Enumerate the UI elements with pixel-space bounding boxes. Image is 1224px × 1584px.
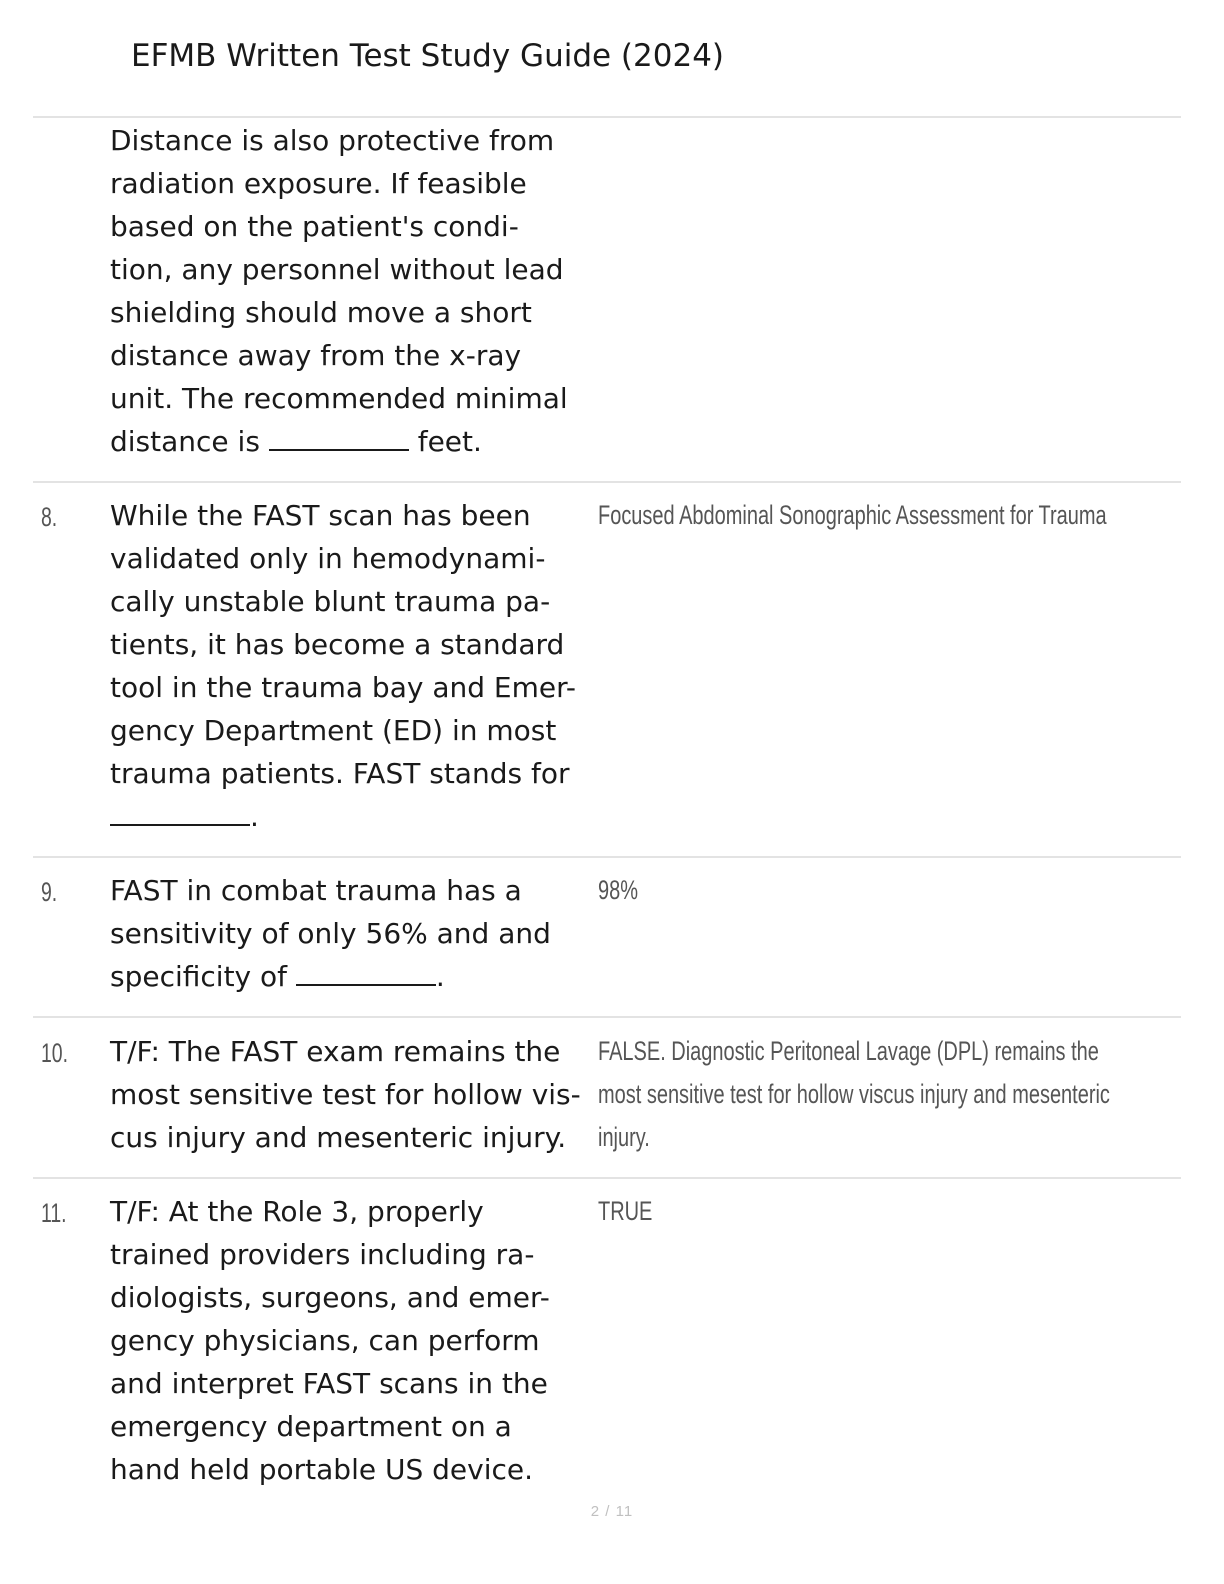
document-title: EFMB Written Test Study Guide (2024)	[131, 38, 725, 74]
divider	[33, 116, 1181, 118]
answer-blank	[296, 958, 436, 986]
answer-line: 98%	[598, 875, 638, 905]
question-line: gency Department (ED) in most	[110, 714, 557, 747]
question-text	[110, 1190, 596, 1491]
answer-line: FALSE. Diagnostic Peritoneal Lavage (DPL) remains the	[598, 1036, 1099, 1066]
question-line: radiation exposure. If feasible	[110, 167, 527, 200]
question-line: T/F: The FAST exam remains the	[110, 1035, 561, 1068]
answer-text	[598, 1190, 1198, 1233]
question-line: cally unstable blunt trauma pa-	[110, 585, 551, 618]
question-line: diologists, surgeons, and emer-	[110, 1281, 550, 1314]
divider	[33, 856, 1181, 858]
question-line: hand held portable US device.	[110, 1453, 534, 1486]
question-line: distance is feet.	[110, 425, 482, 458]
question-line: most sensitive test for hollow vis-	[110, 1078, 581, 1111]
answer-blank	[110, 798, 250, 826]
item-number: 11.	[41, 1198, 67, 1228]
question-text	[110, 1030, 596, 1159]
question-line: cus injury and mesenteric injury.	[110, 1121, 567, 1154]
divider	[33, 481, 1181, 483]
question-line: sensitivity of only 56% and and	[110, 917, 551, 950]
answer-line: TRUE	[598, 1196, 653, 1226]
page-number: 2 / 11	[590, 1503, 634, 1520]
question-line: tool in the trauma bay and Emer-	[110, 671, 576, 704]
divider	[33, 1177, 1181, 1179]
item-number: 9.	[41, 877, 58, 907]
question-line: unit. The recommended minimal	[110, 382, 568, 415]
question-line: gency physicians, can perform	[110, 1324, 540, 1357]
answer-line: most sensitive test for hollow viscus injury and mesenteric	[598, 1079, 1110, 1109]
question-line: emergency department on a	[110, 1410, 512, 1443]
question-text	[110, 869, 596, 998]
question-line: .	[110, 795, 596, 838]
question-line: tients, it has become a standard	[110, 628, 565, 661]
question-line: validated only in hemodynami-	[110, 542, 546, 575]
question-line: tion, any personnel without lead	[110, 253, 564, 286]
answer-text	[598, 494, 1198, 537]
question-text	[110, 119, 596, 463]
question-text	[110, 494, 596, 838]
question-line: trauma patients. FAST stands for	[110, 757, 570, 790]
question-line: based on the patient's condi-	[110, 210, 519, 243]
answer-text	[598, 1030, 1198, 1159]
question-line: While the FAST scan has been	[110, 499, 531, 532]
question-line: FAST in combat trauma has a	[110, 874, 522, 907]
answer-blank	[269, 423, 409, 451]
question-line: T/F: At the Role 3, properly	[110, 1195, 484, 1228]
question-line: and interpret FAST scans in the	[110, 1367, 548, 1400]
question-line: Distance is also protective from	[110, 124, 555, 157]
question-line: specificity of .	[110, 960, 445, 993]
question-line: distance away from the x-ray	[110, 339, 522, 372]
answer-text	[598, 869, 1198, 912]
divider	[33, 1016, 1181, 1018]
answer-line: Focused Abdominal Sonographic Assessment for Trauma	[598, 500, 1107, 530]
item-number: 8.	[41, 502, 58, 532]
question-line: shielding should move a short	[110, 296, 532, 329]
item-number: 10.	[41, 1038, 69, 1068]
question-line: trained providers including ra-	[110, 1238, 535, 1271]
answer-line: injury.	[598, 1122, 650, 1152]
